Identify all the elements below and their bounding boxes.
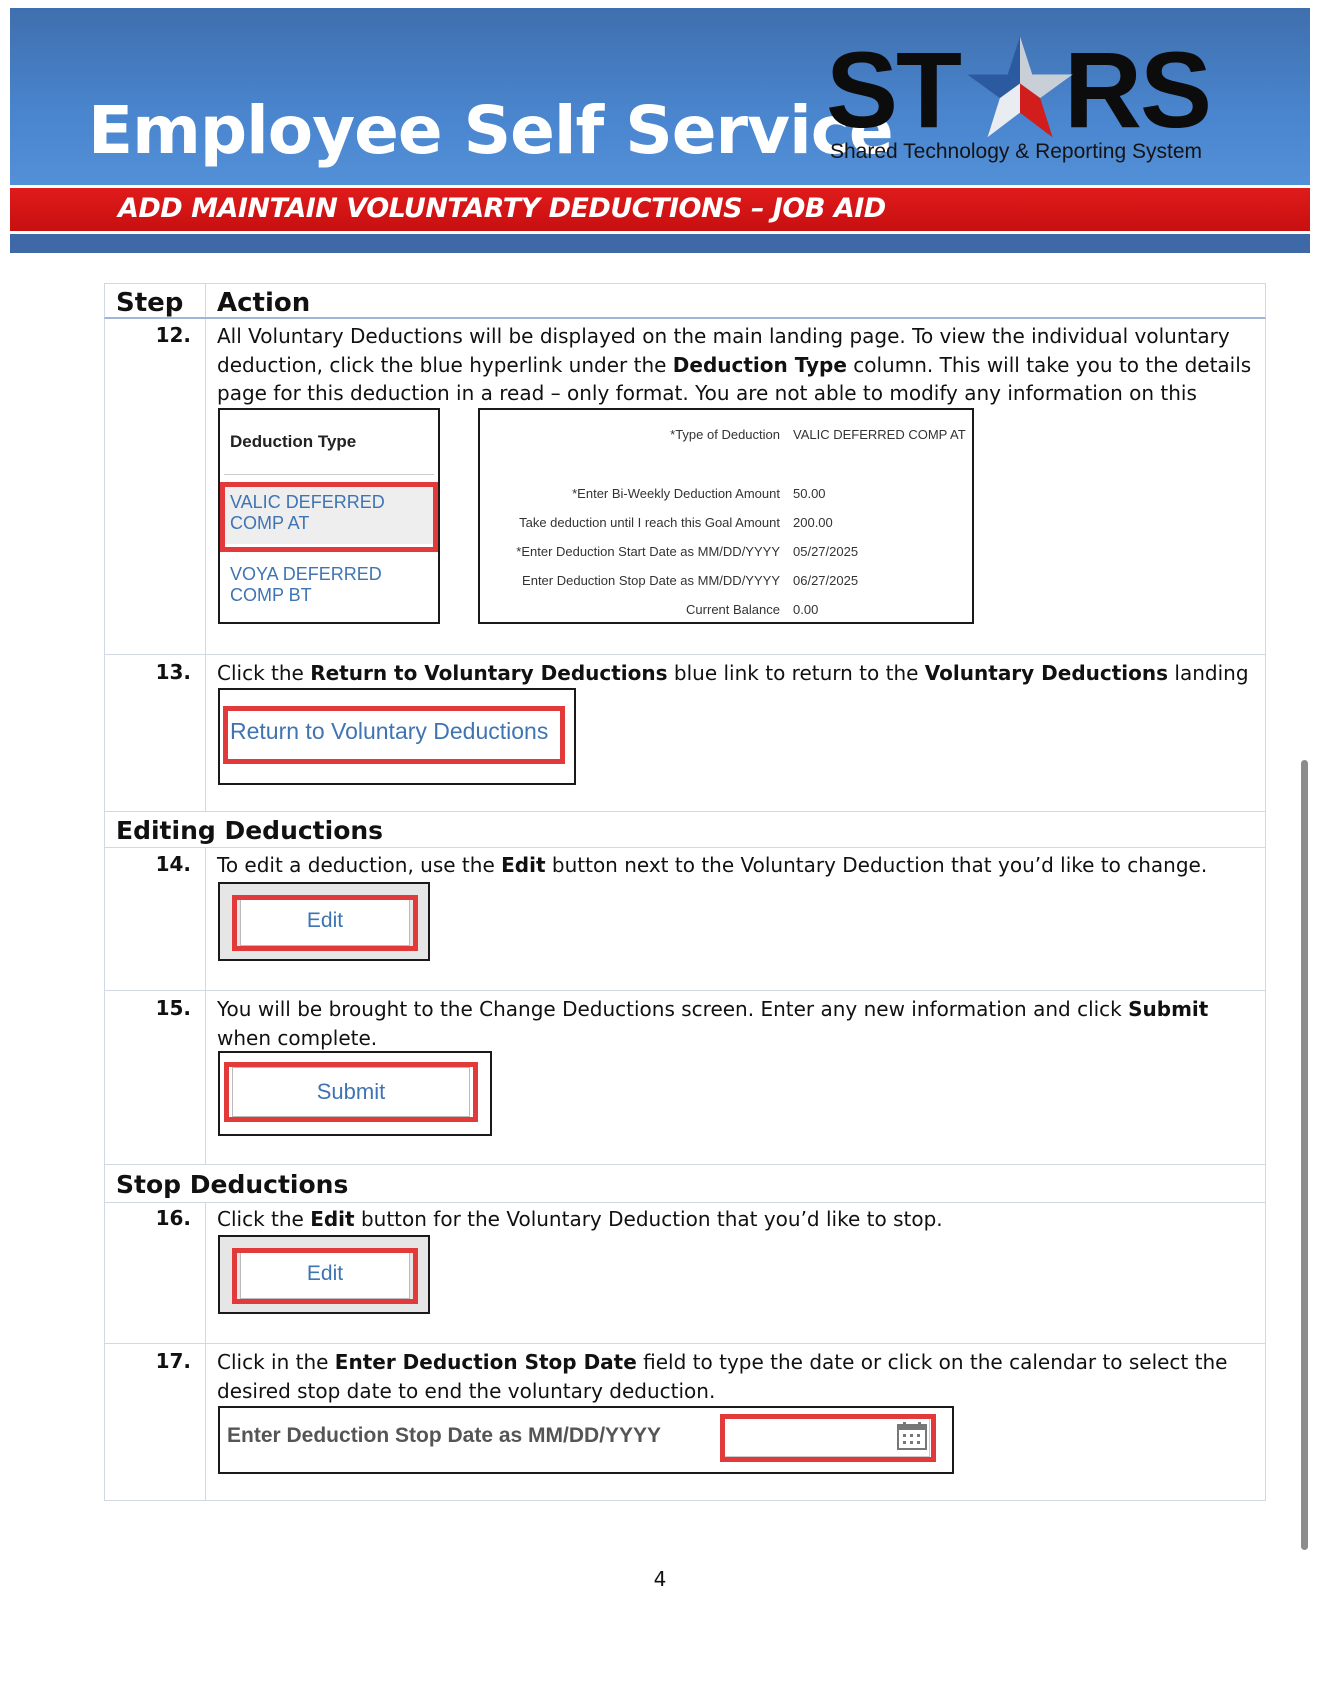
step-number: 14. [155,852,191,876]
stop-date-field-label: Enter Deduction Stop Date as MM/DD/YYYY [227,1424,662,1447]
banner-bottom-strip [10,234,1310,253]
stars-logo [826,29,1226,166]
scrollbar[interactable] [1301,760,1308,1550]
return-link-screenshot [218,688,576,785]
page-title: Employee Self Service [88,92,893,169]
stop-date-field-screenshot [218,1406,954,1474]
section-title-stop: Stop Deductions [116,1170,349,1199]
step-number: 13. [155,660,191,684]
highlight-box [720,1414,936,1462]
label-current-balance: Current Balance [686,602,780,617]
value-start-date: 05/27/2025 [793,544,859,559]
submit-button-screenshot [218,1051,492,1136]
edit-button-screenshot [218,882,430,961]
step-text: All Voluntary Deductions will be displayed on the main landing page. To view the individual voluntary deduction, click the blue hyperlink under the Deduction Type column. This will take you to the details page for this deduction in a read – only format. You are not able to modify any information on this [217,324,1252,405]
step-row-17 [104,1344,1266,1501]
step-row-16 [104,1203,1266,1344]
section-title-editing: Editing Deductions [116,816,384,845]
step-text: Click in the Enter Deduction Stop Date field to type the date or click on the calendar to select the desired stop date to end the voluntary deduction. [217,1350,1228,1403]
step-row-12 [104,319,1266,655]
table-header-row [104,283,1266,319]
label-type-of-deduction: *Type of Deduction [670,427,780,442]
value-goal-amount: 200.00 [793,515,833,530]
value-deduction-amount: 50.00 [793,486,826,501]
step-row-14 [104,848,1266,991]
section-row-editing [104,812,1266,848]
step-text: To edit a deduction, use the Edit button next to the Voluntary Deduction that you’d like to change. [217,853,1208,877]
deduction-link-voya[interactable]: VOYA DEFERRED COMP BT [230,564,382,605]
label-deduction-amount: *Enter Bi-Weekly Deduction Amount [572,486,780,501]
step-number: 15. [155,996,191,1020]
page-subtitle: ADD MAINTAIN VOLUNTARTY DEDUCTIONS – JOB AID [118,193,886,224]
step-row-13 [104,655,1266,812]
highlight-box [232,1248,418,1304]
highlight-box [232,895,418,951]
subtitle-bar [10,185,1310,234]
logo-tagline: Shared Technology & Reporting System [830,140,1202,163]
column-header-action: Action [217,288,311,318]
deduction-details-screenshot [478,408,974,624]
step-number: 17. [155,1349,191,1373]
highlight-box [220,482,438,552]
step-text: You will be brought to the Change Deductions screen. Enter any new information and click Submit when complete. [217,997,1209,1050]
value-type-of-deduction: VALIC DEFERRED COMP AT [793,427,966,442]
submit-button[interactable]: Submit [232,1067,470,1117]
logo-text-left: ST [826,29,961,150]
step-text: Click the Return to Voluntary Deductions blue link to return to the Voluntary Deductions landing [217,661,1249,685]
edit-button[interactable]: Edit [240,1251,410,1299]
section-row-stop [104,1165,1266,1203]
return-to-voluntary-deductions-link[interactable]: Return to Voluntary Deductions [230,718,549,744]
label-goal-amount: Take deduction until I reach this Goal Amount [519,515,780,530]
column-header-step: Step [116,288,184,318]
highlight-box [224,1062,478,1122]
label-stop-date: Enter Deduction Stop Date as MM/DD/YYYY [522,573,780,588]
logo-text-right: RS [1064,29,1211,150]
page-number: 4 [653,1567,667,1591]
deduction-type-list-screenshot [218,408,440,624]
value-stop-date: 06/27/2025 [793,573,859,588]
edit-button[interactable]: Edit [240,898,410,946]
step-text: Click the Edit button for the Voluntary Deduction that you’d like to stop. [217,1207,943,1231]
label-start-date: *Enter Deduction Start Date as MM/DD/YYYY [516,544,780,559]
step-row-15 [104,991,1266,1165]
value-current-balance: 0.00 [793,602,819,617]
deduction-link-valic[interactable]: VALIC DEFERRED COMP AT [230,492,385,533]
star-icon [964,32,1076,144]
deduction-type-header: Deduction Type [230,432,357,451]
step-number: 16. [155,1206,191,1230]
step-number: 12. [155,323,191,347]
edit-button-screenshot [218,1235,430,1314]
